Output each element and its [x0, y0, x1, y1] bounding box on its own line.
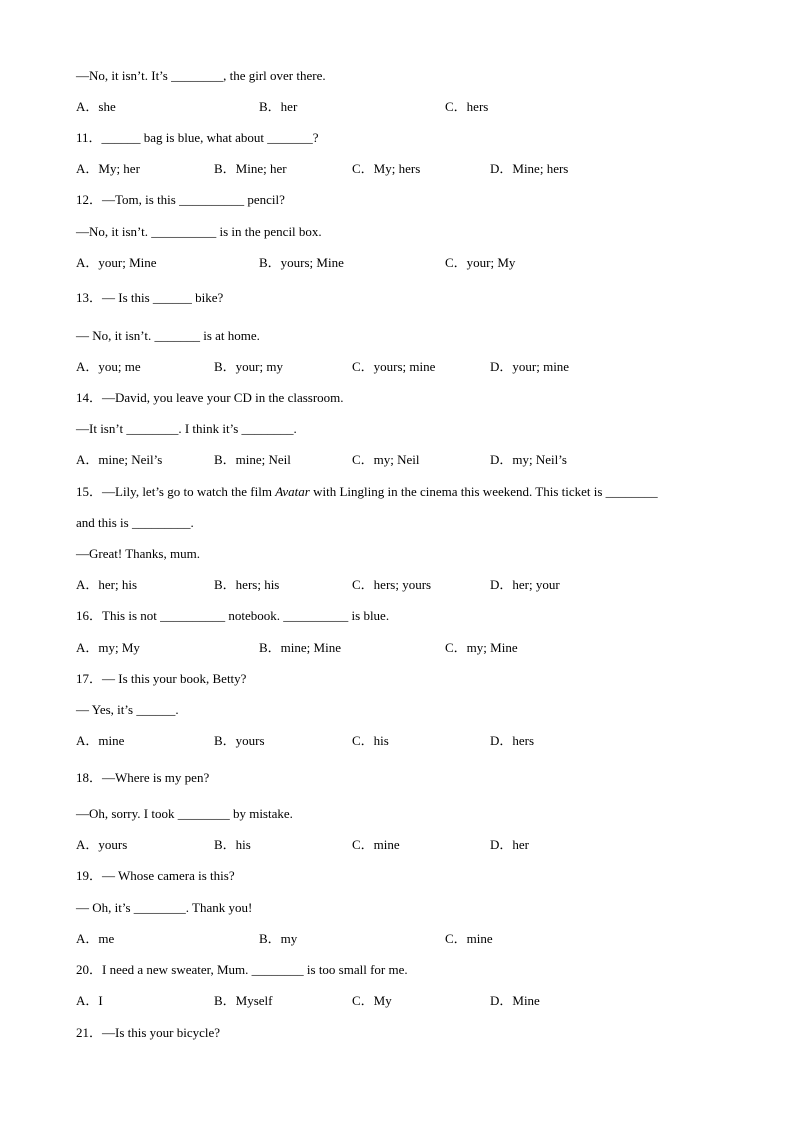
q17-answer-line: — Yes, it’s ______. [76, 702, 179, 717]
q10-option-a: A．she [76, 99, 116, 114]
q15-option-b: B．hers; his [214, 577, 280, 592]
q15-question [76, 484, 658, 500]
q19-option-b: B．my [259, 931, 298, 946]
q18-option-a: A．yours [76, 837, 128, 852]
q16-question: 16．This is not __________ notebook. __________ is blue. [76, 608, 390, 623]
q13-option-b: B．your; my [214, 359, 283, 374]
q11-option-d: D．Mine; hers [490, 161, 569, 176]
q10-answer-line: —No, it isn’t. It’s ________, the girl over there. [76, 68, 326, 83]
q13-option-a: A．you; me [76, 359, 141, 374]
q20-question: 20．I need a new sweater, Mum. ________ is too small for me. [76, 962, 408, 977]
q19-option-c: C．mine [445, 931, 493, 946]
q16-option-c: C．my; Mine [445, 640, 518, 655]
q19-option-a: A．me [76, 931, 115, 946]
q20-option-d: D．Mine [490, 993, 540, 1008]
q12-question: 12．—Tom, is this __________ pencil? [76, 192, 285, 207]
q17-option-a: A．mine [76, 733, 125, 748]
q12-answer-line: —No, it isn’t. __________ is in the pencil box. [76, 224, 322, 239]
q15-option-d: D．her; your [490, 577, 560, 592]
q13-option-c: C．yours; mine [352, 359, 436, 374]
q14-option-d: D．my; Neil’s [490, 452, 567, 467]
q12-option-c: C．your; My [445, 255, 516, 270]
q11-option-b: B．Mine; her [214, 161, 287, 176]
q12-option-b: B．yours; Mine [259, 255, 344, 270]
q13-answer-line: — No, it isn’t. _______ is at home. [76, 328, 260, 343]
q11-question: 11．______ bag is blue, what about _______? [76, 130, 319, 145]
q14-option-b: B．mine; Neil [214, 452, 291, 467]
q10-option-b: B．her [259, 99, 298, 114]
q18-option-b: B．his [214, 837, 251, 852]
q19-question: 19．— Whose camera is this? [76, 868, 235, 883]
q18-option-d: D．her [490, 837, 529, 852]
q14-answer-line: —It isn’t ________. I think it’s ________. [76, 421, 297, 436]
q15-option-a: A．her; his [76, 577, 138, 592]
q13-option-d: D．your; mine [490, 359, 570, 374]
q21-question: 21．—Is this your bicycle? [76, 1025, 221, 1040]
q15-answer-line: —Great! Thanks, mum. [76, 546, 200, 561]
q18-question: 18．—Where is my pen? [76, 770, 210, 785]
q17-option-d: D．hers [490, 733, 535, 748]
q14-question: 14．—David, you leave your CD in the classroom. [76, 390, 344, 405]
q17-option-b: B．yours [214, 733, 265, 748]
q15-question-end: with Lingling in the cinema this weekend. This ticket is ________ [309, 484, 658, 499]
q17-question: 17．— Is this your book, Betty? [76, 671, 247, 686]
q12-option-a: A．your; Mine [76, 255, 157, 270]
q14-option-a: A．mine; Neil’s [76, 452, 163, 467]
q13-question: 13．— Is this ______ bike? [76, 290, 224, 305]
q15-question-start: 15．—Lily, let’s go to watch the film [76, 484, 276, 499]
q11-option-c: C．My; hers [352, 161, 421, 176]
q14-option-c: C．my; Neil [352, 452, 420, 467]
q15-question-continued: and this is _________. [76, 515, 194, 530]
q20-option-a: A．I [76, 993, 103, 1008]
q19-answer-line: — Oh, it’s ________. Thank you! [76, 900, 253, 915]
q20-option-c: C．My [352, 993, 392, 1008]
q17-option-c: C．his [352, 733, 389, 748]
q15-option-c: C．hers; yours [352, 577, 432, 592]
q18-answer-line: —Oh, sorry. I took ________ by mistake. [76, 806, 293, 821]
q20-option-b: B．Myself [214, 993, 273, 1008]
q15-film-title: Avatar [275, 484, 310, 499]
q18-option-c: C．mine [352, 837, 400, 852]
q16-option-a: A．my; My [76, 640, 140, 655]
q16-option-b: B．mine; Mine [259, 640, 341, 655]
q10-option-c: C．hers [445, 99, 489, 114]
q11-option-a: A．My; her [76, 161, 140, 176]
